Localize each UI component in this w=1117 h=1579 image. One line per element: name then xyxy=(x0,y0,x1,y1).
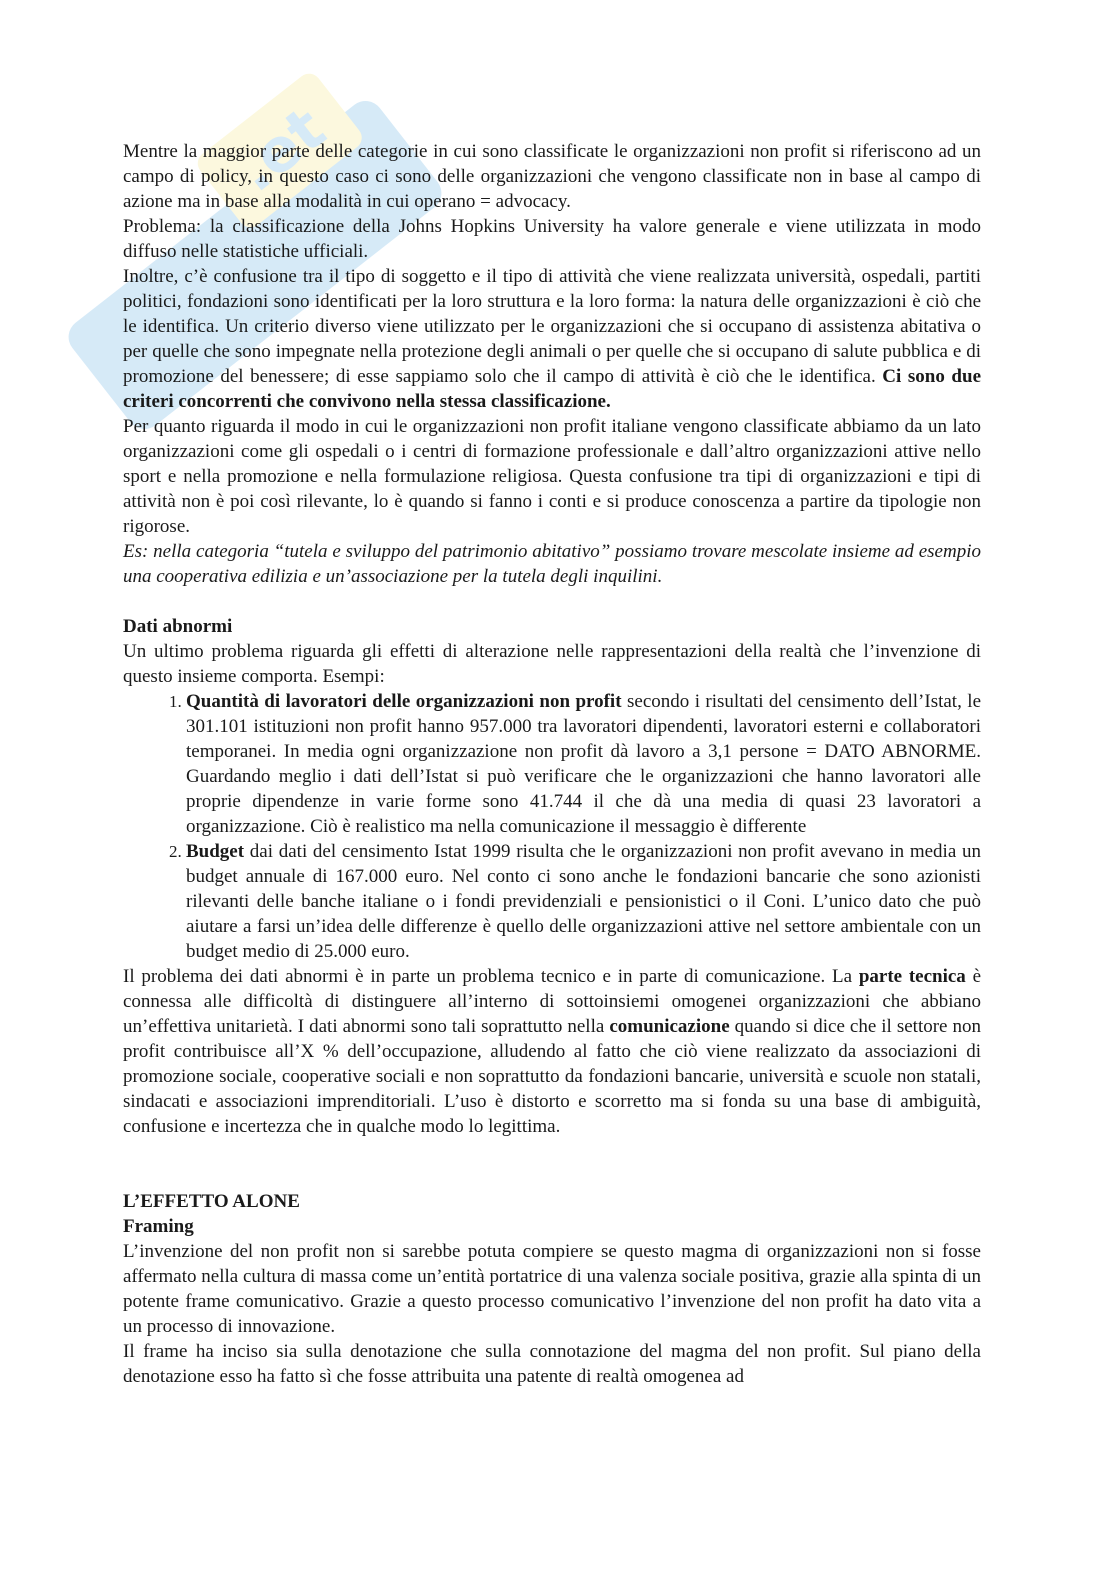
section-subheading-framing: Framing xyxy=(123,1216,194,1237)
bold-term: parte tecnica xyxy=(858,966,966,987)
bold-term: comunicazione xyxy=(609,1016,730,1037)
paragraph: Un ultimo problema riguarda gli effetti di alterazione nelle rappresentazioni della realtà che l’invenzione di questo insieme comporta. Esempi: xyxy=(123,641,981,687)
list-item-text: secondo i risultati del censimento dell’Istat, le 301.101 istituzioni non profit hanno 957.000 tra lavoratori dipendenti, lavoratori esterni e collaboratori temporanei. In media ogni organizzazione non profit dà lavoro a 3,1 persone = DATO ABNORME. Guardando meglio i dati dell’Istat si può verificare che le organizzazioni che hanno lavoratori alle proprie dipendenze in varie forme sono 41.744 il che dà una media di quasi 23 lavoratori a organizzazione. Ciò è realistico ma nella comunicazione il messaggio è differente xyxy=(186,691,981,837)
document-body xyxy=(123,139,981,1389)
paragraph: Il frame ha inciso sia sulla denotazione che sulla connotazione del magma del non profit. Sul piano della denotazione esso ha fatto sì che fosse attribuita una patente di realtà omogenea ad xyxy=(123,1341,981,1387)
numbered-list xyxy=(123,689,981,964)
paragraph: Per quanto riguarda il modo in cui le organizzazioni non profit italiane vengono classificate abbiamo da un lato organizzazioni come gli ospedali o i centri di formazione professionale e dall’altro organizzazioni attive nello sport e nella promozione e nella formulazione religiosa. Questa confusione tra tipi di organizzazioni e tipi di attività non è poi così rilevante, lo è quando si fanno i conti e si produce conoscenza a partire da tipologie non rigorose. xyxy=(123,416,981,537)
paragraph xyxy=(123,264,981,414)
paragraph-text: è connessa alle difficoltà di distinguere all’interno di sottoinsiemi omogenei organizzazioni che abbiano un’effettiva unitarietà. I dati abnormi sono tali soprattutto nella xyxy=(123,966,982,1037)
example-italic: Es: nella categoria “tutela e sviluppo del patrimonio abitativo” possiamo trovare mescolate insieme ad esempio una cooperativa edilizia e un’associazione per la tutela degli inquilini. xyxy=(123,541,981,587)
list-item xyxy=(186,689,981,839)
list-item xyxy=(186,839,981,964)
section-heading-effetto-alone: L’EFFETTO ALONE xyxy=(123,1191,300,1212)
paragraph: Problema: la classificazione della Johns Hopkins University ha valore generale e viene utilizzata in modo diffuso nelle statistiche ufficiali. xyxy=(123,216,981,262)
paragraph-text: quando si dice che il settore non profit contribuisce all’X % dell’occupazione, alludendo al fatto che ciò viene realizzato da associazioni di promozione sociale, cooperative sociali e non soprattutto da fondazioni bancarie, università e scuole non statali, sindacati e associazioni imprenditoriali. L’uso è distorto e scorretto ma si fonda su una base di ambiguità, confusione e incertezza che in qualche modo lo legittima. xyxy=(123,1016,981,1137)
paragraph xyxy=(123,964,981,1139)
paragraph-text: Il problema dei dati abnormi è in parte un problema tecnico e in parte di comunicazione. La xyxy=(123,966,859,987)
list-item-text: dai dati del censimento Istat 1999 risulta che le organizzazioni non profit avevano in media un budget annuale di 167.000 euro. Nel conto ci sono anche le fondazioni bancarie che sono azionisti rilevanti delle banche italiane o i fondi previdenziali e pensionistici o il Coni. L’unico dato che può aiutare a farsi un’idea delle differenze è quello delle organizzazioni attive nel settore ambientale con un budget medio di 25.000 euro. xyxy=(186,841,981,962)
paragraph: Mentre la maggior parte delle categorie in cui sono classificate le organizzazioni non profit si riferiscono ad un campo di policy, in questo caso ci sono delle organizzazioni che vengono classificate non in base al campo di azione ma in base alla modalità in cui operano = advocacy. xyxy=(123,141,981,212)
paragraph-text: Inoltre, c’è confusione tra il tipo di soggetto e il tipo di attività che viene realizzata università, ospedali, partiti politici, fondazioni sono identificati per la loro struttura e la loro forma: la natura delle organizzazioni è ciò che le identifica. Un criterio diverso viene utilizzato per le organizzazioni che si occupano di assistenza abitativa o per quelle che sono impegnate nella protezione degli animali o per quelle che si occupano di salute pubblica e di promozione del benessere; di esse sappiamo solo che il campo di attività è ciò che le identifica. xyxy=(123,266,981,387)
list-item-title: Quantità di lavoratori delle organizzazioni non profit xyxy=(186,691,622,712)
bold-statement: Ci sono due criteri concorrenti che convivono nella stessa classificazione. xyxy=(123,366,981,412)
watermark-text: .et xyxy=(222,93,339,206)
paragraph: L’invenzione del non profit non si sarebbe potuta compiere se questo magma di organizzazioni non si fosse affermato nella cultura di massa come un’entità portatrice di una valenza sociale positiva, grazie alla spinta di un potente frame comunicativo. Grazie a questo processo comunicativo l’invenzione del non profit ha dato vita a un processo di innovazione. xyxy=(123,1241,981,1337)
section-heading-dati-abnormi: Dati abnormi xyxy=(123,616,233,637)
list-item-title: Budget xyxy=(186,841,245,862)
